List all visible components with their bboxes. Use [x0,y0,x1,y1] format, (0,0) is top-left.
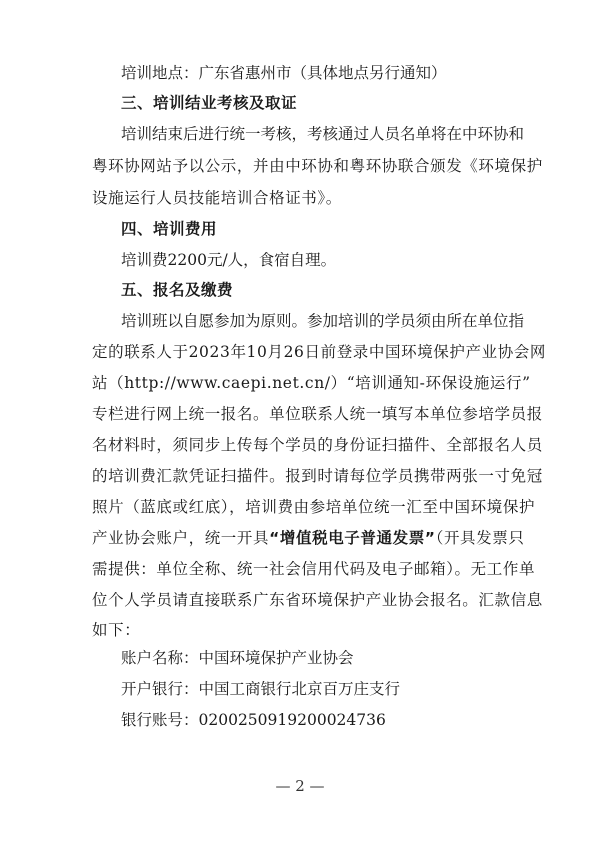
section-heading-5: 五、报名及缴费 [121,281,234,299]
invoice-type-emphasis: “增值税电子普通发票” [269,529,436,547]
paragraph-line: 需提供：单位全称、统一社会信用代码及电子邮箱）。无工作单 [92,560,536,578]
section-heading-3: 三、培训结业考核及取证 [121,94,298,112]
paragraph-line: 位个人学员请直接联系广东省环境保护产业协会报名。汇款信息 [92,591,543,609]
paragraph-line: 照片（蓝底或红底），培训费由参培单位统一汇至中国环境保护 [92,498,536,516]
account-number: 银行账号：0200250919200024736 [121,711,386,729]
paragraph-line: 的培训费汇款凭证扫描件。报到时请每位学员携带两张一寸免冠 [92,467,543,485]
paragraph-line: 名材料时，须同步上传每个学员的身份证扫描件、全部报名人员 [92,436,543,454]
paragraph-line: 专栏进行网上统一报名。单位联系人统一填写本单位参培学员报 [92,405,543,423]
invoice-text-after: （开具发票只 [435,529,525,547]
bank-name: 开户银行：中国工商银行北京百万庄支行 [121,680,401,698]
page-number: — 2 — [275,777,325,795]
paragraph-line: 培训结束后进行统一考核，考核通过人员名单将在中环协和 [121,125,525,143]
paragraph-line [92,528,600,548]
paragraph-line: 站（http://www.caepi.net.cn/）“培训通知-环保设施运行” [92,374,531,392]
invoice-text-before: 产业协会账户，统一开具 [92,529,270,547]
fee-line: 培训费2200元/人，食宿自理。 [121,251,337,269]
paragraph-line: 培训班以自愿参加为原则。参加培训的学员须由所在单位指 [121,312,525,330]
paragraph-line: 粤环协网站予以公示，并由中环协和粤环协联合颁发《环境保护 [92,157,543,175]
paragraph-line: 定的联系人于2023年10月26日前登录中国环境保护产业协会网 [92,343,546,361]
training-location: 培训地点：广东省惠州市（具体地点另行通知） [121,64,447,82]
section-heading-4: 四、培训费用 [121,220,218,238]
paragraph-line: 设施运行人员技能培训合格证书》。 [92,189,342,207]
account-name: 账户名称：中国环境保护产业协会 [121,649,354,667]
paragraph-line: 如下： [92,621,141,639]
